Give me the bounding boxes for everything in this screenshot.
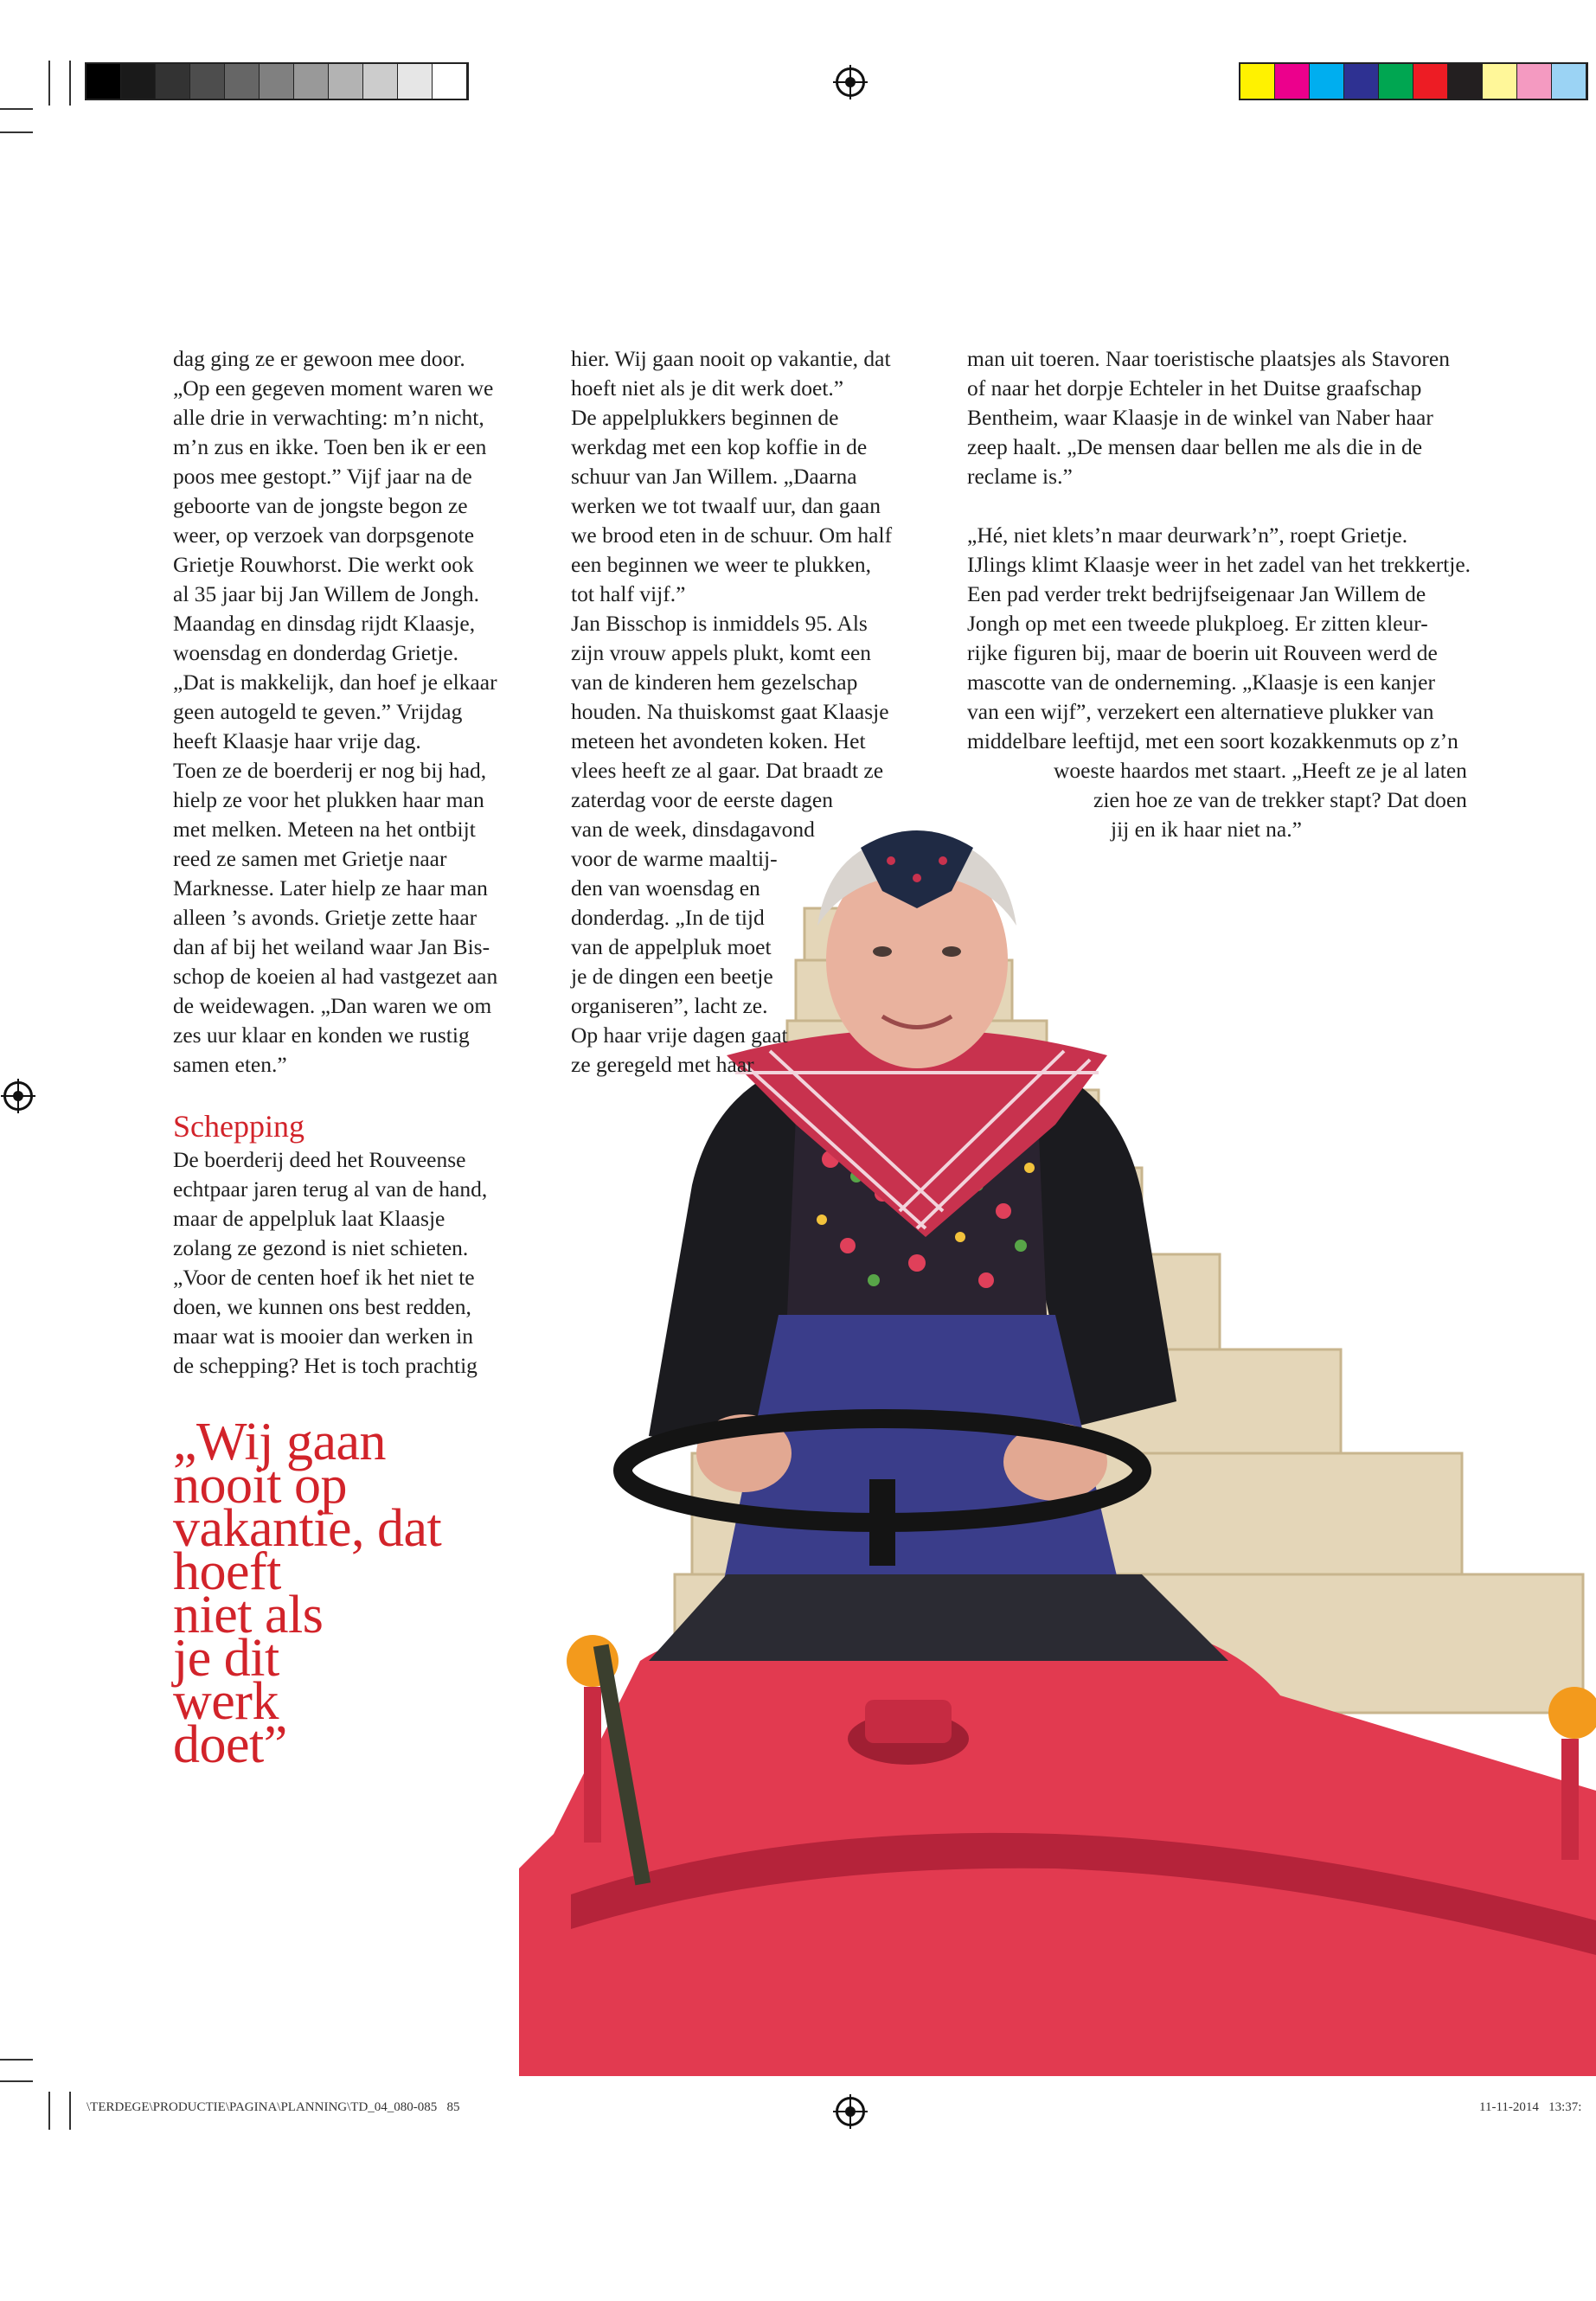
text-line: Bentheim, waar Klaasje in de winkel van Naber haar — [967, 405, 1433, 430]
text-line: m’n zus en ikke. Toen ben ik er een — [173, 434, 487, 459]
text-line: donderdag. „In de tijd — [571, 905, 765, 930]
color-swatch — [1448, 64, 1483, 99]
color-swatch — [1240, 64, 1275, 99]
text-line: samen eten.” — [173, 1052, 287, 1077]
process-color-bar — [1239, 62, 1588, 100]
text-line: tot half vijf.” — [571, 581, 686, 606]
color-swatch — [1483, 64, 1517, 99]
crop-mark — [0, 2059, 33, 2061]
text-line: van de kinderen hem gezelschap — [571, 670, 858, 695]
article-column-2 — [571, 344, 892, 1080]
gray-swatch — [87, 64, 121, 99]
text-line: ze geregeld met haar — [571, 1052, 754, 1077]
text-line: weer, op verzoek van dorpsgenote — [173, 522, 475, 548]
registration-mark-icon — [836, 67, 865, 97]
grayscale-color-bar — [85, 62, 469, 100]
text-line: poos mee gestopt.” Vijf jaar na de — [173, 464, 472, 489]
text-line: of naar het dorpje Echteler in het Duitse graafschap — [967, 375, 1422, 401]
footer-file-path: \TERDEGE\PRODUCTIE\PAGINA\PLANNING\TD_04_080-085 85 — [87, 2100, 460, 2114]
gray-swatch — [225, 64, 260, 99]
text-line: al 35 jaar bij Jan Willem de Jongh. — [173, 581, 480, 606]
pull-quote-line: hoeft — [173, 1542, 281, 1601]
pull-quote-line: „Wij gaan — [173, 1413, 387, 1471]
color-swatch — [1310, 64, 1344, 99]
text-line: alleen ’s avonds. Grietje zette haar — [173, 905, 478, 930]
text-line: zaterdag voor de eerste dagen — [571, 787, 833, 812]
color-swatch — [1344, 64, 1379, 99]
text-line: rijke figuren bij, maar de boerin uit Rouveen werd de — [967, 640, 1438, 665]
text-line: doen, we kunnen ons best redden, — [173, 1294, 471, 1319]
text-line: zien hoe ze van de trekker stapt? Dat doen — [1093, 787, 1467, 812]
text-line: IJlings klimt Klaasje weer in het zadel van het trekkertje. — [967, 552, 1471, 577]
text-line: Marknesse. Later hielp ze haar man — [173, 875, 488, 901]
crop-mark — [0, 108, 33, 110]
text-line: maar wat is mooier dan werken in — [173, 1324, 473, 1349]
text-line: Grietje Rouwhorst. Die werkt ook — [173, 552, 474, 577]
pull-quote-line: doet” — [173, 1715, 287, 1774]
text-line: zeep haalt. „De mensen daar bellen me als die in de — [967, 434, 1423, 459]
crop-mark — [0, 2080, 33, 2082]
text-line: werken we tot twaalf uur, dan gaan — [571, 493, 881, 518]
gray-swatch — [398, 64, 433, 99]
gray-swatch — [156, 64, 190, 99]
column-1b-paragraphs — [173, 1145, 497, 1381]
text-line: voor de warme maaltij- — [571, 846, 778, 871]
text-line: Op haar vrije dagen gaat — [571, 1022, 788, 1048]
text-line: van de appelpluk moet — [571, 934, 772, 959]
column-3a-paragraphs — [967, 344, 1471, 491]
gray-swatch — [329, 64, 363, 99]
article-column-3-wrap — [967, 756, 1467, 844]
text-line: heeft Klaasje haar vrije dag. — [173, 728, 421, 753]
crop-mark — [69, 61, 71, 106]
text-line: „Op een gegeven moment waren we — [173, 375, 494, 401]
text-line: woensdag en donderdag Grietje. — [173, 640, 458, 665]
crop-mark — [48, 2092, 50, 2130]
text-line: echtpaar jaren terug al van de hand, — [173, 1176, 488, 1202]
text-line: een beginnen we weer te plukken, — [571, 552, 871, 577]
text-line: hier. Wij gaan nooit op vakantie, dat — [571, 346, 891, 371]
text-line: werkdag met een kop koffie in de — [571, 434, 868, 459]
gray-swatch — [121, 64, 156, 99]
pull-quote-line: werk — [173, 1672, 279, 1731]
text-line: reed ze samen met Grietje naar — [173, 846, 447, 871]
text-line: „Hé, niet klets’n maar deurwark’n”, roept Grietje. — [967, 522, 1408, 548]
column-3c-paragraphs — [967, 756, 1467, 844]
gray-swatch — [260, 64, 294, 99]
text-line: hoeft niet als je dit werk doet.” — [571, 375, 844, 401]
registration-mark-icon — [3, 1081, 33, 1111]
text-line: reclame is.” — [967, 464, 1073, 489]
text-line: De boerderij deed het Rouveense — [173, 1147, 466, 1172]
text-line: Jan Bisschop is inmiddels 95. Als — [571, 611, 868, 636]
text-line: je de dingen een beetje — [571, 964, 773, 989]
column-2-paragraphs — [571, 344, 892, 1080]
text-line: Jongh op met een tweede plukploeg. Er zitten kleur- — [967, 611, 1428, 636]
text-line: mascotte van de onderneming. „Klaasje is een kanjer — [967, 670, 1435, 695]
pull-quote-line: je dit — [173, 1629, 279, 1688]
registration-mark-icon — [836, 2097, 865, 2126]
text-line: de weidewagen. „Dan waren we om — [173, 993, 492, 1018]
text-line: met melken. Meteen na het ontbijt — [173, 817, 476, 842]
text-line: dag ging ze er gewoon mee door. — [173, 346, 465, 371]
text-line: we brood eten in de schuur. Om half — [571, 522, 893, 548]
column-3b-paragraphs — [967, 521, 1471, 756]
text-line: „Voor de centen hoef ik het niet te — [173, 1265, 475, 1290]
crop-mark — [69, 2092, 71, 2130]
text-line: geen autogeld te geven.” Vrijdag — [173, 699, 463, 724]
text-line: maar de appelpluk laat Klaasje — [173, 1206, 445, 1231]
text-line: houden. Na thuiskomst gaat Klaasje — [571, 699, 889, 724]
color-swatch — [1379, 64, 1413, 99]
pull-quote-line: nooit op — [173, 1456, 347, 1515]
pull-quote-line: niet als — [173, 1586, 324, 1644]
text-line: meteen het avondeten koken. Het — [571, 728, 866, 753]
color-swatch — [1552, 64, 1586, 99]
text-line: zes uur klaar en konden we rustig — [173, 1022, 470, 1048]
text-line: Toen ze de boerderij er nog bij had, — [173, 758, 487, 783]
pull-quote — [173, 1413, 442, 1774]
text-line: man uit toeren. Naar toeristische plaatsjes als Stavoren — [967, 346, 1450, 371]
text-line: geboorte van de jongste begon ze — [173, 493, 468, 518]
gray-swatch — [190, 64, 225, 99]
color-swatch — [1413, 64, 1448, 99]
text-line: de schepping? Het is toch prachtig — [173, 1353, 478, 1378]
color-swatch — [1517, 64, 1552, 99]
text-line: jij en ik haar niet na.” — [1111, 817, 1302, 842]
gray-swatch — [294, 64, 329, 99]
gray-swatch — [433, 64, 467, 99]
color-swatch — [1275, 64, 1310, 99]
crop-mark — [48, 61, 50, 106]
article-column-1 — [173, 344, 497, 1381]
text-line: woeste haardos met staart. „Heeft ze je al laten — [1054, 758, 1467, 783]
text-line: organiseren”, lacht ze. — [571, 993, 768, 1018]
section-heading: Schepping — [173, 1109, 304, 1144]
text-line: alle drie in verwachting: m’n nicht, — [173, 405, 484, 430]
crop-mark — [0, 131, 33, 133]
text-line: Maandag en dinsdag rijdt Klaasje, — [173, 611, 476, 636]
text-line: Een pad verder trekt bedrijfseigenaar Jan Willem de — [967, 581, 1426, 606]
text-line: schuur van Jan Willem. „Daarna — [571, 464, 857, 489]
pull-quote-line: vakantie, dat — [173, 1499, 442, 1558]
text-line: zijn vrouw appels plukt, komt een — [571, 640, 872, 665]
text-line: hielp ze voor het plukken haar man — [173, 787, 484, 812]
text-line: zolang ze gezond is niet schieten. — [173, 1235, 469, 1260]
text-line: De appelplukkers beginnen de — [571, 405, 839, 430]
text-line: „Dat is makkelijk, dan hoef je elkaar — [173, 670, 497, 695]
text-line: vlees heeft ze al gaar. Dat braadt ze — [571, 758, 884, 783]
text-line: den van woensdag en — [571, 875, 760, 901]
text-line: dan af bij het weiland waar Jan Bis- — [173, 934, 490, 959]
column-1-paragraphs — [173, 344, 497, 1080]
footer-timestamp: 11-11-2014 13:37: — [1479, 2100, 1582, 2114]
gray-swatch — [363, 64, 398, 99]
text-line: middelbare leeftijd, met een soort kozakkenmuts op z’n — [967, 728, 1458, 753]
text-line: van de week, dinsdagavond — [571, 817, 815, 842]
article-column-3 — [967, 344, 1471, 756]
text-line: schop de koeien al had vastgezet aan — [173, 964, 498, 989]
text-line: van een wijf”, verzekert een alternatieve plukker van — [967, 699, 1434, 724]
